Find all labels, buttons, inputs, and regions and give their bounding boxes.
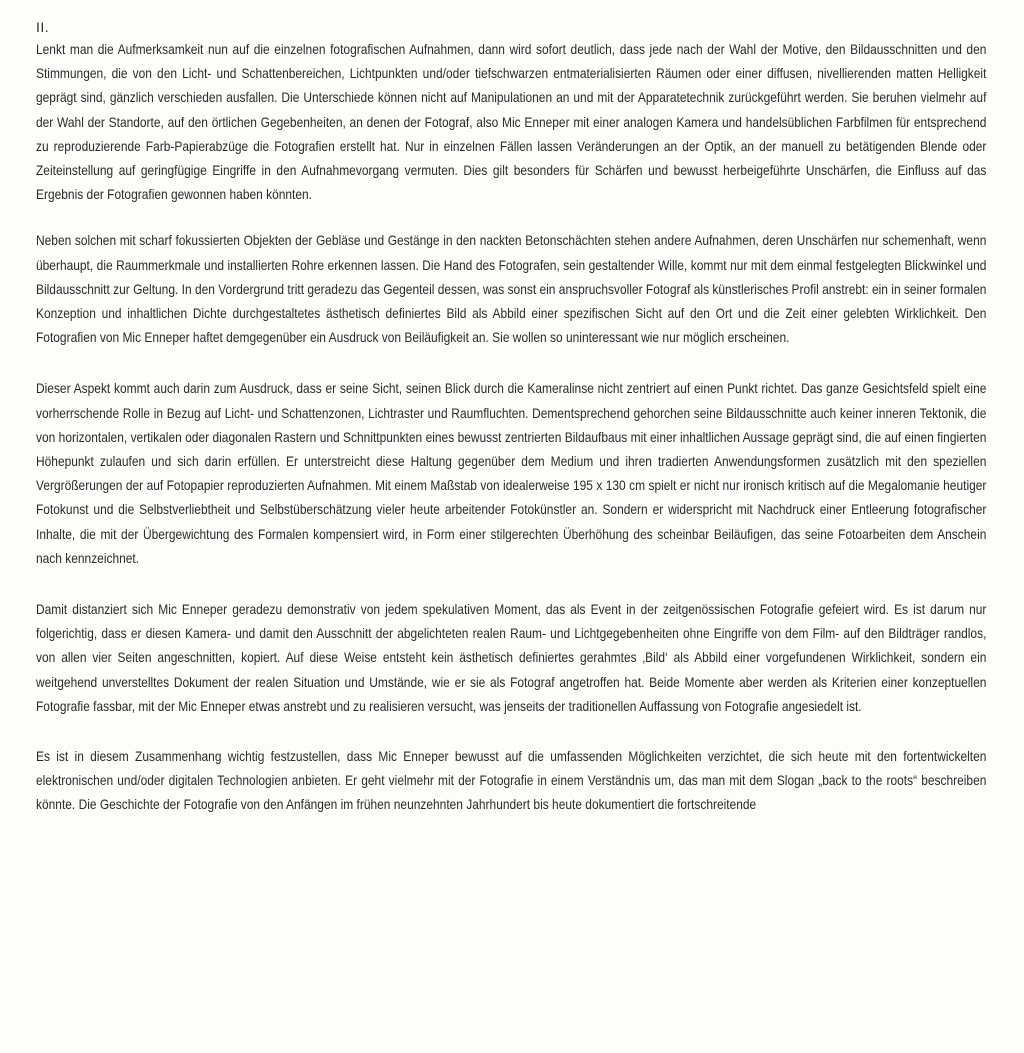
paragraph-1: Lenkt man die Aufmerksamkeit nun auf die einzelnen fotografischen Aufnahmen, dann wird sofort deutlich, dass jede nach der Wahl der Motive, den Bildausschnitten und den Stimmungen, die von den Licht- und Schattenbereichen, Lichtpunkten und/oder tiefschwarzen entmaterialisierten Räumen oder einer diffusen, nivellierenden matten Helligkeit geprägt sind, gänzlich verschieden ausfallen. Die Unterschiede können nicht auf Manipulationen an und mit der Apparatetechnik zurückgeführt werden. Sie beruhen vielmehr auf der Wahl der Standorte, auf den örtlichen Gegebenheiten, an denen der Fotograf, also Mic Enneper mit einer analogen Kamera und handelsüblichen Farbfilmen für entsprechend zu reproduzierende Farb-Papierabzüge die Fotografien erstellt hat. Nur in einzelnen Fällen lassen Veränderungen an der Optik, an der manuell zu betätigenden Blende oder Zeiteinstellung auf geringfügige Eingriffe in den Aufnahmevorgang vermuten. Dies gilt besonders für Schärfen und bewusst herbeigeführte Unschärfen, die Einfluss auf das Ergebnis der Fotografien gewonnen haben könnten. [36, 42, 987, 203]
paragraph-5: Es ist in diesem Zusammenhang wichtig festzustellen, dass Mic Enneper bewusst auf die umfassenden Möglichkeiten verzichtet, die sich heute mit den fortentwickelten elektronischen und/oder digitalen Technologien anbieten. Er geht vielmehr mit der Fotografie in einem Verständnis um, das man mit dem Slogan „back to the roots“ beschreiben könnte. Die Geschichte der Fotografie von den Anfängen im frühen neunzehnten Jahrhundert bis heute dokumentiert die fortschreitende [36, 749, 987, 813]
paragraph-4: Damit distanziert sich Mic Enneper geradezu demonstrativ von jedem spekulativen Moment, das als Event in der zeitgenössischen Fotografie gefeiert wird. Es ist darum nur folgerichtig, dass er diesen Kamera- und damit den Ausschnitt der abgelichteten realen Raum- und Lichtgegebenheiten ohne Eingriffe von dem Film- auf den Bildträger randlos, von allen vier Seiten angeschnitten, kopiert. Auf diese Weise entsteht kein ästhetisch definiertes gerahmtes ‚Bild‘ als Abbild einer vorgefundenen Wirklichkeit, sondern ein weitgehend unverstelltes Dokument der realen Situation und Umstände, wie er sie als Fotograf angetroffen hat. Beide Momente aber werden als Kriterien einer konzeptuellen Fotografie fassbar, mit der Mic Enneper etwas anstrebt und zu realisieren versucht, was jenseits der traditionellen Auffassung von Fotografie angesiedelt ist. [36, 602, 987, 714]
paragraph-3: Dieser Aspekt kommt auch darin zum Ausdruck, dass er seine Sicht, seinen Blick durch die Kameralinse nicht zentriert auf einen Punkt richtet. Das ganze Gesichtsfeld spielt eine vorherrschende Rolle in Bezug auf Licht- und Schattenzonen, Lichtraster und Raumfluchten. Dementsprechend gehorchen seine Bildausschnitte auch keiner inneren Tektonik, die von horizontalen, vertikalen oder diagonalen Rastern und Schnittpunkten eines bewusst zentrierten Bildaufbaus mit einer inhaltlichen Aussage geprägt sind, die auf einen fingierten Höhepunkt zulaufen und sich darin erfüllen. Er unterstreicht diese Haltung gegenüber dem Medium und ihren tradierten Anwendungsformen zusätzlich mit den speziellen Vergrößerungen der auf Fotopapier reproduzierten Aufnahmen. Mit einem Maßstab von idealerweise 195 x 130 cm spielt er nicht nur ironisch kritisch auf die Megalomanie heutiger Fotokunst und die Selbstverliebtheit und Selbstüberschätzung vieler heute arbeitender Fotokünstler an. Sondern er widerspricht mit Nachdruck einer Entleerung fotografischer Inhalte, die mit der Übergewichtung des Formalen kompensiert wird, in Form einer stilgerechten Überhöhung des scheinbar Beiläufigen, das seine Fotoarbeiten dem Anschein nach kennzeichnet. [36, 381, 987, 566]
section-number: II. [36, 19, 50, 35]
paragraph-2: Neben solchen mit scharf fokussierten Objekten der Gebläse und Gestänge in den nackten Betonschächten stehen andere Aufnahmen, deren Unschärfen nur schemenhaft, wenn überhaupt, die Raummerkmale und installierten Rohre erkennen lassen. Die Hand des Fotografen, sein gestaltender Wille, kommt nur mit dem einmal festgelegten Blickwinkel und Bildausschnitt zur Geltung. In den Vordergrund tritt geradezu das Gegenteil dessen, was sonst ein anspruchsvoller Fotograf als künstlerisches Profil anstrebt: ein in seiner formalen Konzeption und inhaltlichen Dichte durchgestaltetes ästhetisch definiertes Bild als Abbild einer spezifischen Sicht auf den Ort und die Zeit einer gelebten Wirklichkeit. Den Fotografien von Mic Enneper haftet demgegenüber ein Ausdruck von Beiläufigkeit an. Sie wollen so uninteressant wie nur möglich erscheinen. [36, 233, 987, 346]
